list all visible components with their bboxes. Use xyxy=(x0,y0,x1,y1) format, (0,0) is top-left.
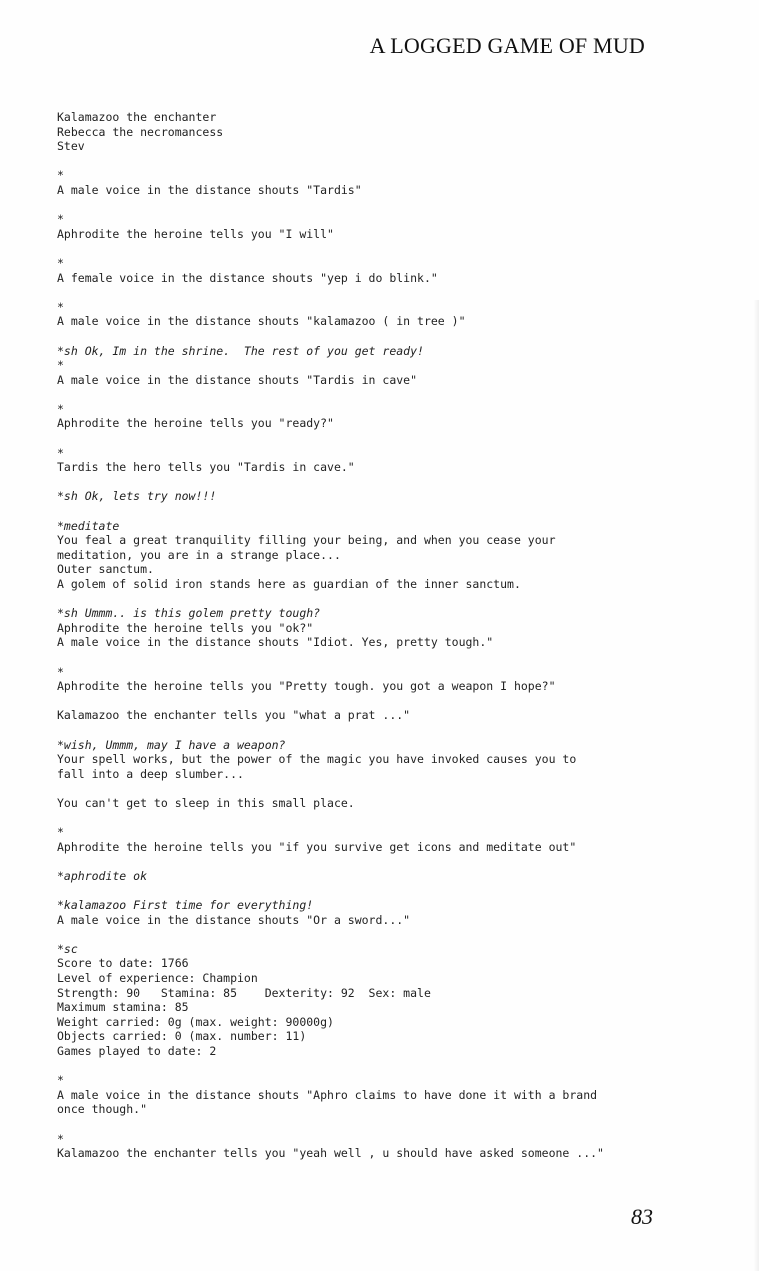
log-line: once though." xyxy=(57,1102,148,1117)
log-blank-line xyxy=(57,431,717,446)
log-command-line: *sc xyxy=(57,941,78,956)
log-blank-line xyxy=(57,883,717,898)
log-blank-line xyxy=(57,694,717,709)
log-line: * xyxy=(57,168,64,183)
log-blank-line xyxy=(57,854,717,869)
log-line: * xyxy=(57,445,64,460)
running-header: A LOGGED GAME OF MUD xyxy=(369,33,645,58)
log-line: Maximum stamina: 85 xyxy=(57,1000,189,1015)
log-line: Aphrodite the heroine tells you "I will" xyxy=(57,226,334,241)
log-line: Strength: 90 Stamina: 85 Dexterity: 92 Sex: male xyxy=(57,985,431,1000)
log-line: fall into a deep slumber... xyxy=(57,766,244,781)
log-blank-line xyxy=(57,781,717,796)
log-line: Your spell works, but the power of the magic you have invoked causes you to xyxy=(57,752,577,767)
log-line: You can't get to sleep in this small place. xyxy=(57,795,355,810)
log-line: * xyxy=(57,255,64,270)
log-line: Kalamazoo the enchanter xyxy=(57,110,217,124)
log-line: Weight carried: 0g (max. weight: 90000g) xyxy=(57,1014,334,1029)
page-number: 83 xyxy=(631,1204,653,1229)
log-line: Outer sanctum. xyxy=(57,562,154,577)
log-blank-line xyxy=(57,241,717,256)
log-line: * xyxy=(57,358,64,373)
log-line: Aphrodite the heroine tells you "ok?" xyxy=(57,620,314,635)
log-line: Rebecca the necromancess xyxy=(57,124,224,139)
log-line: A female voice in the distance shouts "yep i do blink." xyxy=(57,270,438,285)
log-blank-line xyxy=(57,927,717,942)
log-line: You feal a great tranquility filling your being, and when you cease your xyxy=(57,533,556,548)
log-line: Aphrodite the heroine tells you "Pretty tough. you got a weapon I hope?" xyxy=(57,679,556,694)
log-line: A male voice in the distance shouts "Tardis" xyxy=(57,182,362,197)
log-line: Level of experience: Champion xyxy=(57,971,258,986)
log-line: Objects carried: 0 (max. number: 11) xyxy=(57,1029,307,1044)
log-command-line: *sh Ok, lets try now!!! xyxy=(57,489,217,504)
log-command-line: *aphrodite ok xyxy=(57,868,148,883)
log-command-line: *kalamazoo First time for everything! xyxy=(57,898,314,913)
log-line: A male voice in the distance shouts "Or a sword..." xyxy=(57,912,411,927)
log-line: Aphrodite the heroine tells you "ready?" xyxy=(57,416,334,431)
page-edge-shadow xyxy=(753,300,759,1271)
log-blank-line xyxy=(57,1117,717,1132)
log-blank-line xyxy=(57,811,717,826)
log-line: A male voice in the distance shouts "Idiot. Yes, pretty tough." xyxy=(57,635,494,650)
log-blank-line xyxy=(57,475,717,490)
log-blank-line xyxy=(57,198,717,213)
log-line: * xyxy=(57,664,64,679)
log-line: A male voice in the distance shouts "Tardis in cave" xyxy=(57,372,418,387)
log-line: meditation, you are in a strange place... xyxy=(57,547,341,562)
log-line: A male voice in the distance shouts "Aphro claims to have done it with a brand xyxy=(57,1087,598,1102)
log-blank-line xyxy=(57,504,717,519)
log-line: * xyxy=(57,212,64,227)
log-line: Tardis the hero tells you "Tardis in cave." xyxy=(57,460,355,475)
log-line: Games played to date: 2 xyxy=(57,1044,217,1058)
log-line: * xyxy=(57,401,64,416)
log-blank-line xyxy=(57,1059,717,1074)
log-line: * xyxy=(57,1073,64,1088)
log-line: Score to date: 1766 xyxy=(57,956,189,971)
log-blank-line xyxy=(57,285,717,300)
game-log xyxy=(57,110,717,1161)
log-line: A golem of solid iron stands here as guardian of the inner sanctum. xyxy=(57,577,521,591)
log-blank-line xyxy=(57,329,717,344)
log-command-line: *meditate xyxy=(57,518,120,533)
log-blank-line xyxy=(57,650,717,665)
log-line: * xyxy=(57,299,64,314)
log-blank-line xyxy=(57,723,717,738)
log-blank-line xyxy=(57,154,717,169)
log-command-line: *wish, Ummm, may I have a weapon? xyxy=(57,737,286,752)
log-line: Stev xyxy=(57,139,85,154)
log-line: * xyxy=(57,1131,64,1146)
log-blank-line xyxy=(57,387,717,402)
log-command-line: *sh Ummm.. is this golem pretty tough? xyxy=(57,606,321,621)
log-line: Kalamazoo the enchanter tells you "what a prat ..." xyxy=(57,708,411,723)
log-line: * xyxy=(57,825,64,840)
log-line: Aphrodite the heroine tells you "if you survive get icons and meditate out" xyxy=(57,839,577,854)
log-line: Kalamazoo the enchanter tells you "yeah well , u should have asked someone ..." xyxy=(57,1146,604,1161)
log-line: A male voice in the distance shouts "kalamazoo ( in tree )" xyxy=(57,314,466,329)
log-blank-line xyxy=(57,592,717,607)
log-command-line: *sh Ok, Im in the shrine. The rest of you get ready! xyxy=(57,343,424,358)
